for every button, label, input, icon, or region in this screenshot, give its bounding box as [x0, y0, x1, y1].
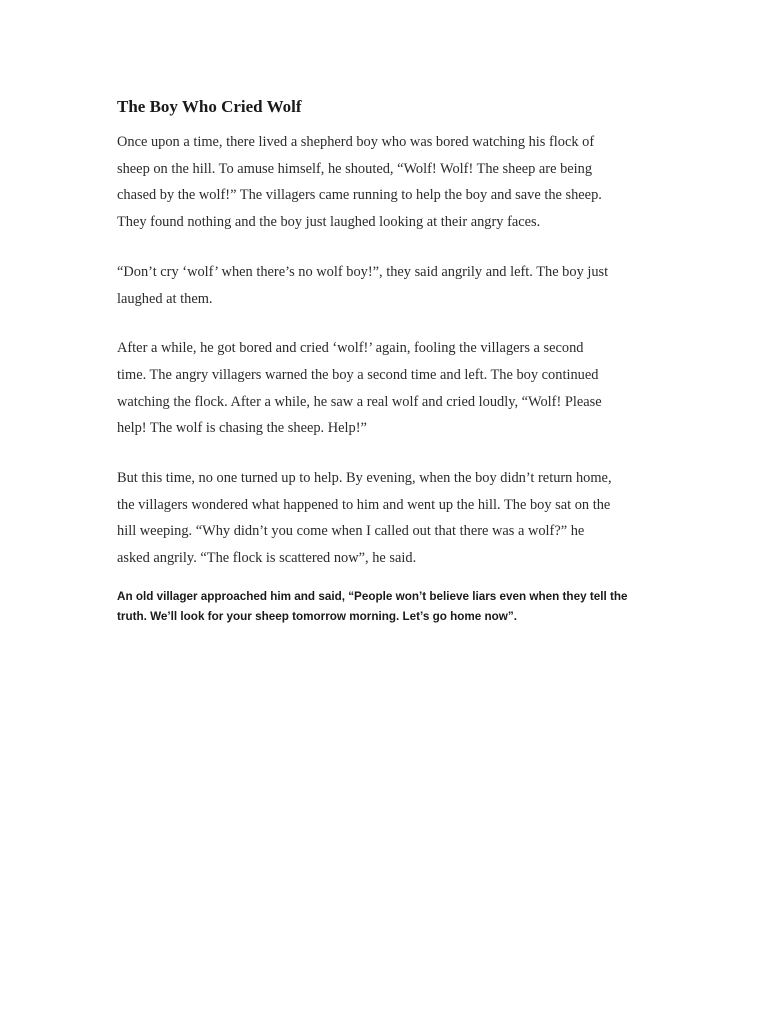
- paragraph-line: Once upon a time, there lived a shepherd boy who was bored watching his flock of: [117, 134, 595, 150]
- paragraph-line: But this time, no one turned up to help. By evening, when the boy didn’t return home,: [117, 470, 612, 487]
- paragraph-line: sheep on the hill. To amuse himself, he shouted, “Wolf! Wolf! The sheep are being: [117, 160, 593, 177]
- paragraph-line: time. The angry villagers warned the boy a second time and left. The boy continued: [117, 366, 599, 383]
- paragraph-line: They found nothing and the boy just laughed looking at their angry faces.: [117, 214, 541, 231]
- paragraph-line: asked angrily. “The flock is scattered now”, he said.: [117, 550, 417, 567]
- closing-line: An old villager approached him and said, “People won’t believe liars even when they tell the: [117, 589, 628, 603]
- paragraph-4: [117, 465, 657, 572]
- paragraph-line: hill weeping. “Why didn’t you come when I called out that there was a wolf?” he: [117, 523, 585, 540]
- paragraph-1: [117, 129, 657, 236]
- paragraph-line: chased by the wolf!” The villagers came running to help the boy and save the sheep.: [117, 187, 602, 204]
- paragraph-line: help! The wolf is chasing the sheep. Help!”: [117, 420, 367, 437]
- document-title: The Boy Who Cried Wolf: [117, 97, 302, 116]
- paragraph-line: After a while, he got bored and cried ‘wolf!’ again, fooling the villagers a second: [117, 340, 584, 357]
- paragraph-line: “Don’t cry ‘wolf’ when there’s no wolf boy!”, they said angrily and left. The boy just: [117, 263, 609, 280]
- closing-line: truth. We’ll look for your sheep tomorrow morning. Let’s go home now”.: [117, 610, 517, 624]
- paragraph-line: the villagers wondered what happened to him and went up the hill. The boy sat on the: [117, 496, 611, 513]
- paragraph-2: [117, 259, 657, 312]
- paragraph-3: [117, 335, 657, 442]
- paragraph-line: watching the flock. After a while, he saw a real wolf and cried loudly, “Wolf! Please: [117, 393, 602, 410]
- closing-paragraph: [117, 587, 657, 628]
- paragraph-line: laughed at them.: [117, 290, 213, 307]
